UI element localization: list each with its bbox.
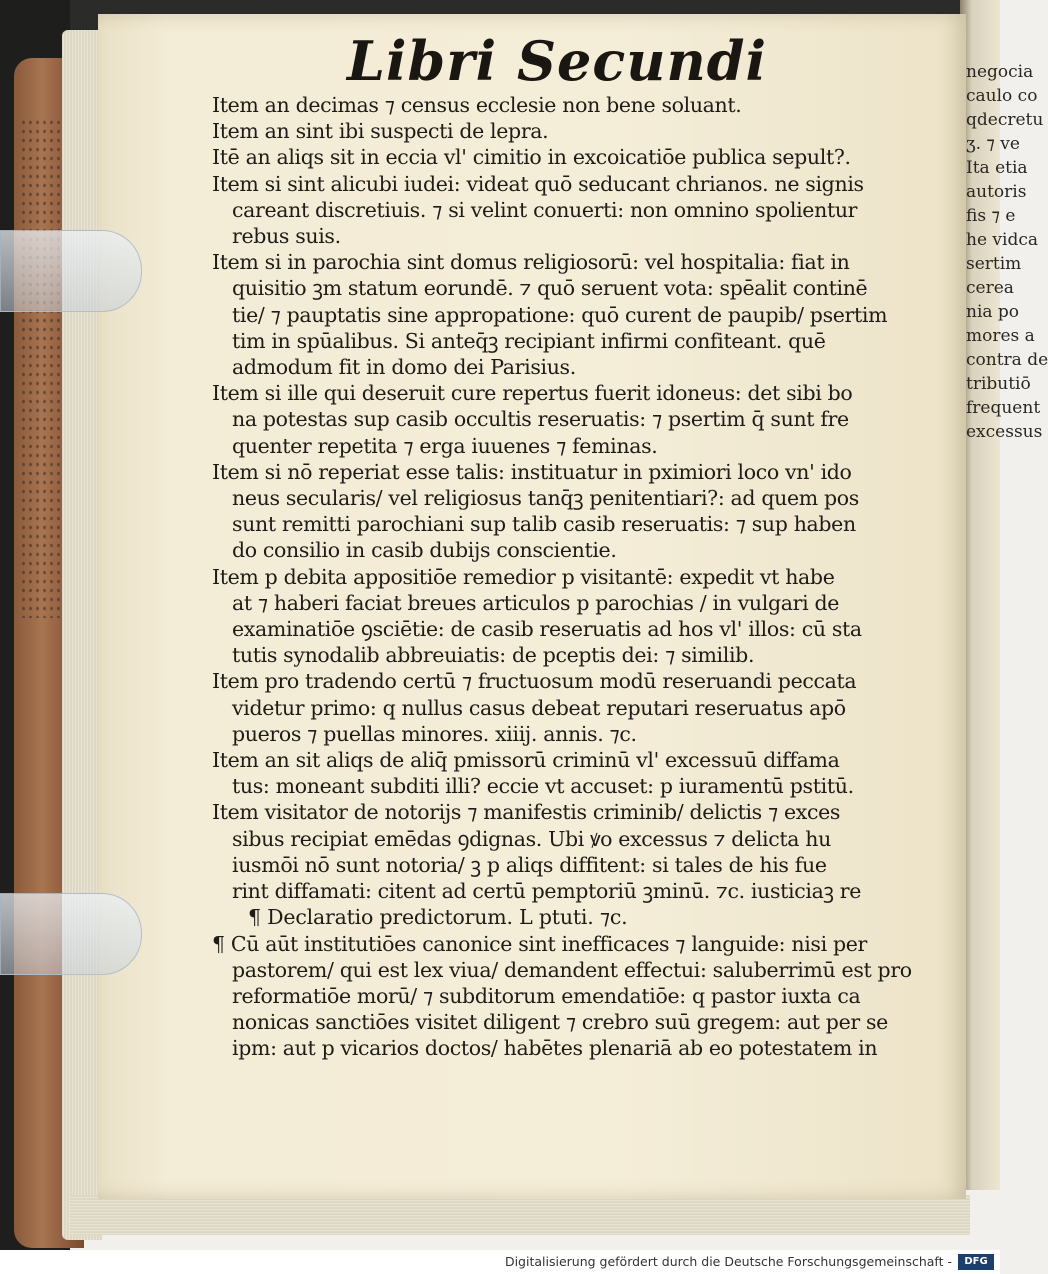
page-edges-left xyxy=(62,30,102,1240)
text-line: reformatiōe morū/ ⁊ subditorum emendatiōe: q pastor iuxta ca xyxy=(232,983,861,1008)
facing-page-line: fis ⁊ e xyxy=(966,206,1016,226)
facing-page-line: contra de xyxy=(966,350,1048,370)
facing-page-line: negocia xyxy=(966,62,1034,82)
page-clip-bottom xyxy=(0,893,142,975)
body-text xyxy=(212,92,912,1062)
facing-page-line: sertim xyxy=(966,254,1022,274)
text-line: Item si ille qui deseruit cure repertus fuerit idoneus: det sibi bo xyxy=(212,381,853,406)
text-line: Item pro tradendo certū ⁊ fructuosum modū reseruandi peccata xyxy=(212,669,857,694)
page-clip-top xyxy=(0,230,142,312)
text-line: rebus suis. xyxy=(232,224,341,249)
footer-bar xyxy=(0,1250,1000,1274)
text-line: quenter repetita ⁊ erga iuuenes ⁊ feminas. xyxy=(232,433,658,458)
text-line: na potestas sup casib occultis reseruatis: ⁊ psertim q̄ sunt fre xyxy=(232,407,849,432)
text-line: Item visitator de notorijs ⁊ manifestis criminib/ delictis ⁊ exces xyxy=(212,800,841,825)
text-line: Item an sit aliqs de aliq̄ pmissorū criminū vl' excessuū diffama xyxy=(212,748,840,773)
text-line: examinatiōe ꝯsciētie: de casib reseruatis ad hos vl' illos: cū sta xyxy=(232,617,862,642)
facing-page-line: autoris xyxy=(966,182,1027,202)
text-line: tus: moneant subditi illi? eccie vt accuset: p iuramentū pstitū. xyxy=(232,774,854,799)
facing-page-line: qdecretu xyxy=(966,110,1044,130)
facing-page-line: tributiō xyxy=(966,374,1031,394)
facing-page-line: frequent xyxy=(966,398,1041,418)
text-line: pastorem/ qui est lex viua/ demandent effectui: saluberrimū est pro xyxy=(232,957,912,982)
text-line: Item si sint alicubi iudei: videat quō seducant chrianos. ne signis xyxy=(212,171,864,196)
facing-page-line: cerea xyxy=(966,278,1014,298)
text-line: rint diffamati: citent ad certū pemptoriū ꝫminū. ⁊c. iusticiaꝫ re xyxy=(232,879,861,904)
text-line: Itē an aliqs sit in eccia vl' cimitio in excoicatiōe publica sepult?. xyxy=(212,145,851,170)
text-line: tim in spūalibus. Si anteq̄ꝫ recipiant infirmi confiteant. quē xyxy=(232,328,826,353)
text-line: Item si in parochia sint domus religiosorū: vel hospitalia: fiat in xyxy=(212,250,850,275)
text-line: admodum fit in domo dei Parisius. xyxy=(232,355,576,380)
facing-page-line: mores a xyxy=(966,326,1035,346)
text-line: sibus recipiat emēdas ꝯdignas. Ubi ꝟo excessus ⁊ delicta hu xyxy=(232,826,832,851)
facing-page-line: Ita etia xyxy=(966,158,1028,178)
text-line: at ⁊ haberi faciat breues articulos p parochias / in vulgari de xyxy=(232,590,840,615)
text-line: Item an sint ibi suspecti de lepra. xyxy=(212,119,549,144)
facing-page-line: he vidca xyxy=(966,230,1038,250)
text-line: ¶ Cū aūt institutiōes canonice sint inefficaces ⁊ languide: nisi per xyxy=(212,931,867,956)
text-line: tie/ ⁊ pauptatis sine appropatione: quō curent de paupib/ psertim xyxy=(232,302,888,327)
text-line: videtur primo: q nullus casus debeat reputari reseruatus apō xyxy=(232,695,846,720)
digitization-credit: Digitalisierung gefördert durch die Deutsche Forschungsgemeinschaft - xyxy=(504,1254,952,1269)
page-text-block xyxy=(212,29,912,1062)
text-line: pueros ⁊ puellas minores. xiiij. annis. ⁊c. xyxy=(232,721,637,746)
facing-page-line: ʒ. ⁊ ve xyxy=(966,134,1020,154)
running-heading: Libri Secundi xyxy=(346,29,768,93)
text-line: ipm: aut p vicarios doctos/ habētes plenariā ab eo potestatem in xyxy=(232,1036,878,1061)
text-line: nonicas sanctiōes visitet diligent ⁊ crebro suū gregem: aut per se xyxy=(232,1010,888,1035)
text-line: Item an decimas ⁊ census ecclesie non bene soluant. xyxy=(212,93,742,117)
text-line: ¶ Declaratio predictorum. L ptuti. ⁊c. xyxy=(248,905,628,930)
text-line: Item si nō reperiat esse talis: instituatur in pximiori loco vn' ido xyxy=(212,459,852,484)
text-line: iusmōi nō sunt notoria/ ꝫ p aliqs diffitent: si tales de his fue xyxy=(232,852,827,877)
text-line: sunt remitti parochiani sup talib casib reseruatis: ⁊ sup haben xyxy=(232,512,856,537)
facing-page-line: excessus xyxy=(966,422,1043,442)
dfg-logo: DFG xyxy=(958,1254,994,1270)
facing-page-text xyxy=(966,60,1048,580)
facing-page-line: caulo co xyxy=(966,86,1038,106)
text-line: Item p debita appositiōe remedior p visitantē: expedit vt habe xyxy=(212,564,835,589)
text-line: do consilio in casib dubijs conscientie. xyxy=(232,538,617,563)
text-line: neus secularis/ vel religiosus tanq̄ꝫ penitentiari?: ad quem pos xyxy=(232,486,859,511)
text-line: quisitio ꝫm statum eorundē. ⁊ quō seruent vota: spēalit continē xyxy=(232,276,868,301)
page-edges-bottom xyxy=(70,1195,970,1235)
facing-page-line: nia po xyxy=(966,302,1020,322)
text-line: careant discretiuis. ⁊ si velint conuerti: non omnino spolientur xyxy=(232,197,858,222)
text-line: tutis synodalib abbreuiatis: de pceptis dei: ⁊ similib. xyxy=(232,643,755,668)
